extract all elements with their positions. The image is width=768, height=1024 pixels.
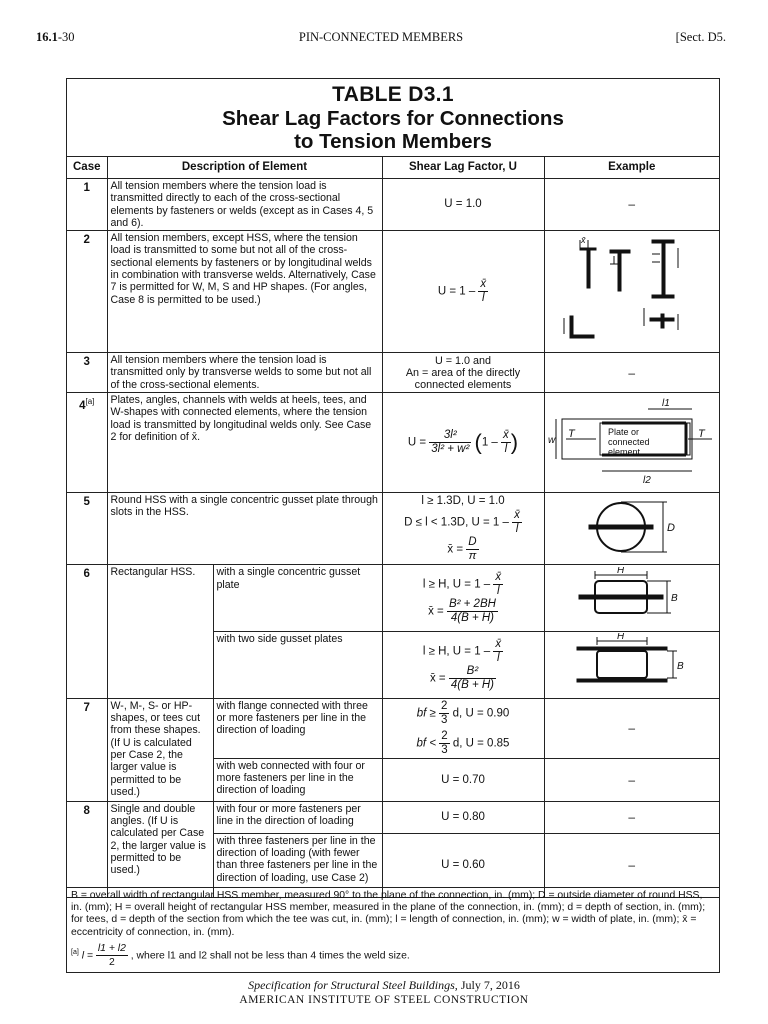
table-d3-1 [66,78,720,973]
table-row [67,493,719,565]
element-label: element [607,447,640,458]
example-rect-hss-double-diagram [544,632,719,698]
table-title [67,79,719,156]
round-hss-diagram [567,494,697,560]
table-row [67,393,719,493]
case-sub-description: with two side gusset plates [213,632,382,698]
header-row [67,157,719,179]
page-footer [0,978,768,1006]
publisher: AMERICAN INSTITUTE OF STEEL CONSTRUCTION [239,994,529,1006]
l1-label: l1 [661,398,670,410]
case-description: Rectangular HSS. [107,565,213,698]
shear-lag-formula: U = 1.0 and An = area of the directly connected elements [382,353,544,393]
example-none: – [544,801,719,833]
example-round-hss-diagram [544,493,719,565]
case-sub-description: with flange connected with three or more fasteners per line in the direction of loading [213,698,382,758]
x-bar-label: x̄ [580,235,586,246]
height-label: H [616,633,624,643]
shear-lag-formula: l ≥ H, U = 1 – $\frac{x̄}{l}$ x̄ = $\frac{\text{B² + 2BH}}{4(B + H)}$ [382,565,544,632]
case-sub-description: with web connected with four or more fasteners per line in the direction of loading [213,758,382,801]
table-title-line-1: Shear Lag Factors for Connections [222,107,564,130]
spec-citation: Specification for Structural Steel Buildings, July 7, 2016 [248,978,520,992]
shapes-eccentricity-diagram [552,234,712,346]
case-description: Plates, angles, channels with welds at heels, tees, and W-shapes with connected elements, where the tension load is transmitted by longitudinal welds only. See Case 2 for definition of x̄. [107,393,382,493]
case-sub-description: with four or more fasteners per line in the direction of loading [213,801,382,833]
table-row [67,565,719,632]
diameter-label: D [666,522,675,535]
section-ref: [Sect. D5. [675,30,726,44]
case-description: Round HSS with a single concentric gusset plate through slots in the HSS. [107,493,382,565]
example-none: – [544,698,719,758]
table-row [67,698,719,758]
case-description: W-, M-, S- or HP-shapes, or tees cut from these shapes. (If U is calculated per Case 2, the larger value is permitted to be used.) [107,698,213,801]
plate-weld-diagram [548,395,716,487]
case-description: All tension members where the tension load is transmitted only by transverse welds to some but not all of the cross-sectional elements. [107,353,382,393]
shear-lag-formula: U = 1 – $\frac{x̄}{l}$ [382,231,544,353]
tension-label-right: T [697,428,705,441]
case-number: 2 [67,231,107,353]
variable-definitions: B = overall width of rectangular HSS member, measured 90° to the plane of the connection, in. (mm); D = outside diameter of round HSS, in. (mm); H = overall height of rectangular HSS member, measured in the plane of the connection, in. (mm); d = depth of section, in. (mm); for tees, d = depth of the section from which the tee was cut, in. (mm); l = length of connection, in. (mm); w = width of plate, in. (mm); x̄ = eccentricity of connection, in. (mm). [71,890,706,938]
chapter-title: PIN-CONNECTED MEMBERS [298,30,464,44]
example-rect-hss-single-diagram [544,565,719,632]
tension-label-left: T [567,428,575,441]
case-description: All tension members where the tension load is transmitted directly to each of the cross-sectional elements by fasteners or welds (except as in Cases 4, 5 and 6). [107,179,382,231]
shear-lag-formula: U = 0.60 [382,833,544,897]
example-none: – [544,758,719,801]
case-number: 3 [67,353,107,393]
table-row [67,179,719,231]
page-number: 16.1-30 [36,30,75,44]
table-row [67,353,719,393]
case-number: 7 [67,698,107,801]
width-label: B [676,661,684,673]
shear-lag-formula: U = $\frac{\text{3l²}}{\text{3l² + w²}}$ (1 – $\frac{x̄}{l}$ ) [382,393,544,493]
case-number: 5 [67,493,107,565]
example-none: – [544,353,719,393]
shear-lag-formula: l ≥ H, U = 1 – $\frac{x̄}{l}$ x̄ = $\frac{\text{B²}}{4(B + H)}$ [382,632,544,698]
shear-lag-table [67,156,719,898]
case-description: Single and double angles. (If U is calculated per Case 2, the larger value is permitted to be used.) [107,801,213,897]
height-label: H [616,566,624,576]
case-sub-description: with a single concentric gusset plate [213,565,382,632]
shear-lag-formula: U = 1.0 [382,179,544,231]
rect-hss-single-gusset-diagram [567,567,697,627]
case-description: All tension members, except HSS, where the tension load is transmitted to some but not all of the cross-sectional elements by fasteners or by longitudinal welds in combination with transverse welds. Alternatively, Case 7 is permitted for W, M, S and HP shapes. (For angles, Case 8 is permitted to be used.) [107,231,382,353]
col-case: Case [67,157,107,179]
shear-lag-formula: bf ≥ $\frac{2}{3}$ d, U = 0.90 bf < $\frac{2}{3}$ d, U = 0.85 [382,698,544,758]
table-title-line-2: to Tension Members [294,130,492,153]
plate-label: Plate or [607,427,639,438]
page-header [36,30,726,48]
table-row [67,231,719,353]
example-none: – [544,833,719,897]
case-sub-description: with three fasteners per line in the direction of loading (with fewer than three fasteners per line in the direction of loading, use Case 2) [213,833,382,897]
col-factor: Shear Lag Factor, U [382,157,544,179]
shear-lag-formula: l ≥ 1.3D, U = 1.0 D ≤ l < 1.3D, U = 1 – $\frac{x̄}{l}$ x̄ = $\frac{D}{\pi}$ [382,493,544,565]
l2-label: l2 [642,475,651,487]
col-description: Description of Element [107,157,382,179]
col-example: Example [544,157,719,179]
example-sections-diagram [544,231,719,353]
table-row [67,801,719,833]
example-none: – [544,179,719,231]
case-number: 6 [67,565,107,698]
case-number: 1 [67,179,107,231]
shear-lag-formula: U = 0.70 [382,758,544,801]
width-label: B [670,592,678,604]
rect-hss-side-gussets-diagram [567,633,697,693]
example-welded-plate-diagram [544,393,719,493]
w-label: w [547,435,555,447]
table-notes [67,887,719,972]
shear-lag-formula: U = 0.80 [382,801,544,833]
case-number: 4[a] [67,393,107,493]
connected-label: connected [607,437,650,448]
table-number: TABLE D3.1 [332,83,454,106]
footnote-a: [a] l = $\frac{l1 + l2}{2}$ , where l1 and l2 shall not be less than 4 times the weld size. [71,942,410,968]
case-number: 8 [67,801,107,897]
